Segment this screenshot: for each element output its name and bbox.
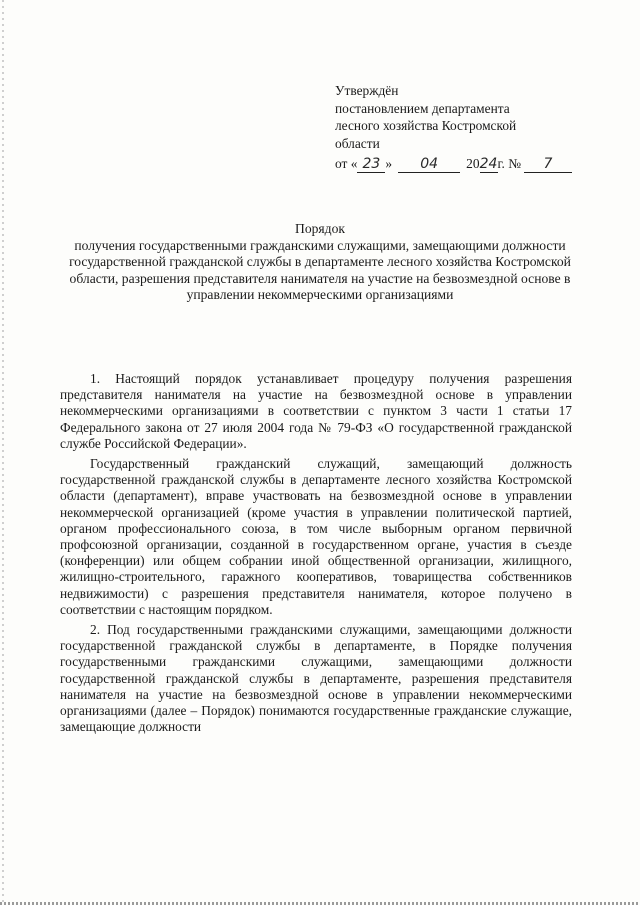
title-heading: Порядок — [295, 221, 345, 236]
handwritten-number: 7 — [524, 157, 572, 173]
date-prefix: от « — [335, 156, 358, 171]
scan-edge-mark — [2, 0, 4, 905]
document-title — [60, 221, 580, 304]
approval-line-1: Утверждён — [335, 83, 399, 98]
title-subtitle: получения государственными гражданскими служащими, замещающими должности государственной гражданской службы в департаменте лесного хозяйства Костромской области, разрешения представителя нанимателя на участие на безвозмездной основе в управлении некоммерческими организациями — [69, 237, 571, 303]
paragraph-1: 1. Настоящий порядок устанавливает процедуру получения разрешения представителя нанимателя на участие на безвозмездной основе в управлении некоммерческими организациями в соответствии с пунктом 3 части 1 статьи 17 Федерального закона от 27 июля 2004 года № 79-ФЗ «О государственной гражданской службе Российской Федерации». — [60, 371, 572, 451]
approval-line-2: постановлением департамента — [335, 100, 510, 116]
paragraph-2: Государственный гражданский служащий, замещающий должность государственной гражданской службы в департаменте лесного хозяйства Костромской области (департамент), вправе участвовать на безвозмездной основе в управлении некоммерческой организацией (кроме участия в управлении политической партией, органом профессионального союза, в том числе выборным органом первичной профсоюзной организации, созданной в государственном органе, участия в съезде (конференции) или общем собрании иной общественной организации, жилищного, жилищно-строительного, гаражного кооперативов, товарищества собственников недвижимости) с разрешения представителя нанимателя, которое получено в соответствии с настоящим порядком. — [60, 456, 572, 617]
approval-line-3: лесного хозяйства Костромской — [335, 118, 517, 133]
document-body — [60, 371, 572, 739]
handwritten-year: 24 — [479, 156, 498, 172]
year-prefix: 20 — [466, 156, 480, 171]
handwritten-month: 04 — [398, 157, 460, 173]
approval-line-4: области — [335, 135, 380, 151]
day-close-quote: » — [385, 156, 393, 171]
approval-date-line — [335, 155, 615, 173]
year-suffix: г. № — [497, 156, 521, 171]
paragraph-3: 2. Под государственными гражданскими служащими, замещающими должности государственной гражданской службы в департаменте, в Порядке получения государственными гражданскими служащими, замещающими должности государственной гражданской службы в департаменте, разрешения представителя нанимателя на участие на безвозмездной основе в управлении некоммерческими организациями (далее – Порядок) понимаются государственные гражданские служащие, замещающие должности — [60, 622, 572, 735]
approval-block — [335, 82, 615, 173]
handwritten-day: 23 — [357, 157, 385, 173]
